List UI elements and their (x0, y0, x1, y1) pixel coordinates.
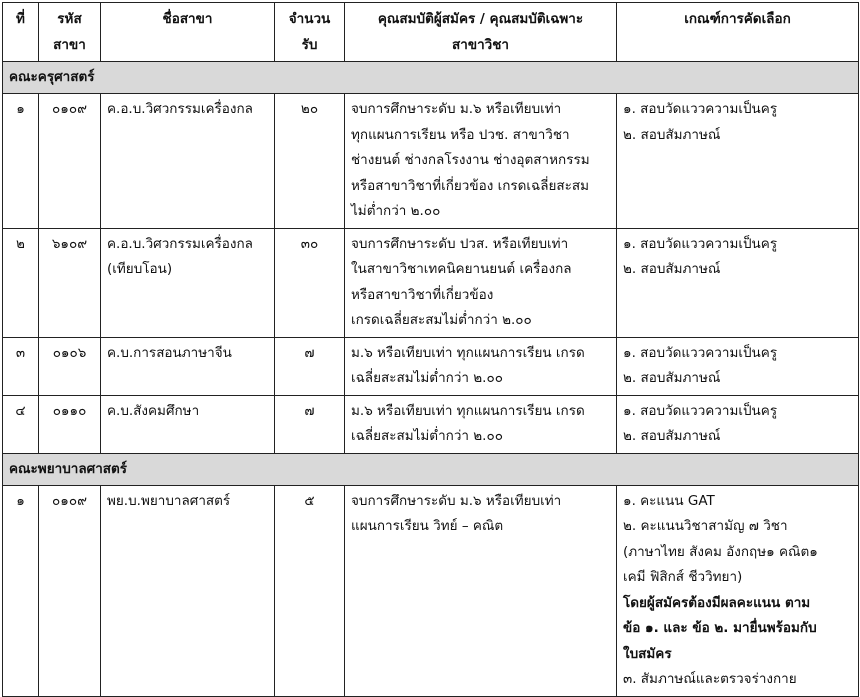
criteria-note: โดยผู้สมัครต้องมีผลคะแนน ตาม (623, 594, 811, 611)
row-program: ค.อ.บ.วิศวกรรมเครื่องกล (เทียบโอน) (101, 228, 275, 337)
row-seats: ๓๐ (275, 228, 345, 337)
row-qualification: ม.๖ หรือเทียบเท่า ทุกแผนการเรียน เกรด เฉลี่ยสะสมไม่ต่ำกว่า ๒.๐๐ (345, 395, 617, 453)
row-criteria: ๑. คะแนน GAT ๒. คะแนนวิชาสามัญ ๗ วิชา (ภาษาไทย สังคม อังกฤษ๑ คณิต๑ เคมี ฟิสิกส์ ชีววิทยา) โดยผู้สมัครต้องมีผลคะแนน ตาม ข้อ ๑. และ ข้อ ๒. มายื่นพร้อมกับ ใบสมัคร ๓. สัมภาษณ์และตรวจร่างกาย (617, 485, 859, 696)
row-qualification: ม.๖ หรือเทียบเท่า ทุกแผนการเรียน เกรด เฉลี่ยสะสมไม่ต่ำกว่า ๒.๐๐ (345, 337, 617, 395)
table-row (3, 395, 859, 453)
header-no: ที่ (3, 3, 39, 62)
row-qualification: จบการศึกษาระดับ ม.๖ หรือเทียบเท่า แผนการเรียน วิทย์ – คณิต (345, 485, 617, 696)
row-code: ๐๑๐๙ (39, 485, 101, 696)
row-qualification: จบการศึกษาระดับ ม.๖ หรือเทียบเท่า ทุกแผนการเรียน หรือ ปวช. สาขาวิชา ช่างยนต์ ช่างกลโรงงาน ช่างอุตสาหกรรม หรือสาขาวิชาที่เกี่ยวข้อง เกรดเฉลี่ยสะสม ไม่ต่ำกว่า ๒.๐๐ (345, 94, 617, 229)
row-no: ๒ (3, 228, 39, 337)
row-qualification: จบการศึกษาระดับ ปวส. หรือเทียบเท่า ในสาขาวิชาเทคนิคยานยนต์ เครื่องกล หรือสาขาวิชาที่เกี่ยวข้อง เกรดเฉลี่ยสะสมไม่ต่ำกว่า ๒.๐๐ (345, 228, 617, 337)
row-seats: ๒๐ (275, 94, 345, 229)
header-program: ชื่อสาขา (101, 3, 275, 62)
admission-table (2, 2, 859, 697)
section-row-education (3, 62, 859, 94)
row-no: ๑ (3, 485, 39, 696)
section-title: คณะพยาบาลศาสตร์ (3, 453, 859, 485)
row-seats: ๗ (275, 337, 345, 395)
row-criteria: ๑. สอบวัดแววความเป็นครู ๒. สอบสัมภาษณ์ (617, 395, 859, 453)
header-seats: จำนวน รับ (275, 3, 345, 62)
row-no: ๓ (3, 337, 39, 395)
table-row (3, 94, 859, 229)
header-qualification: คุณสมบัติผู้สมัคร / คุณสมบัติเฉพาะ สาขาวิชา (345, 3, 617, 62)
header-code: รหัส สาขา (39, 3, 101, 62)
row-seats: ๕ (275, 485, 345, 696)
table-row (3, 228, 859, 337)
row-code: ๐๑๑๐ (39, 395, 101, 453)
criteria-note: ข้อ ๑. และ ข้อ ๒. มายื่นพร้อมกับ (623, 620, 817, 636)
table-row (3, 485, 859, 696)
row-code: ๐๑๐๙ (39, 94, 101, 229)
row-criteria: ๑. สอบวัดแววความเป็นครู ๒. สอบสัมภาษณ์ (617, 228, 859, 337)
criteria-note: ใบสมัคร (623, 645, 672, 662)
row-no: ๑ (3, 94, 39, 229)
row-program: พย.บ.พยาบาลศาสตร์ (101, 485, 275, 696)
row-criteria: ๑. สอบวัดแววความเป็นครู ๒. สอบสัมภาษณ์ (617, 94, 859, 229)
row-seats: ๗ (275, 395, 345, 453)
row-criteria: ๑. สอบวัดแววความเป็นครู ๒. สอบสัมภาษณ์ (617, 337, 859, 395)
row-no: ๔ (3, 395, 39, 453)
section-title: คณะครุศาสตร์ (3, 62, 859, 94)
section-row-nursing (3, 453, 859, 485)
row-program: ค.อ.บ.วิศวกรรมเครื่องกล (101, 94, 275, 229)
row-program: ค.บ.การสอนภาษาจีน (101, 337, 275, 395)
table-row (3, 337, 859, 395)
row-program: ค.บ.สังคมศึกษา (101, 395, 275, 453)
row-code: ๐๑๐๖ (39, 337, 101, 395)
header-row (3, 3, 859, 62)
header-criteria: เกณฑ์การคัดเลือก (617, 3, 859, 62)
row-code: ๖๑๐๙ (39, 228, 101, 337)
